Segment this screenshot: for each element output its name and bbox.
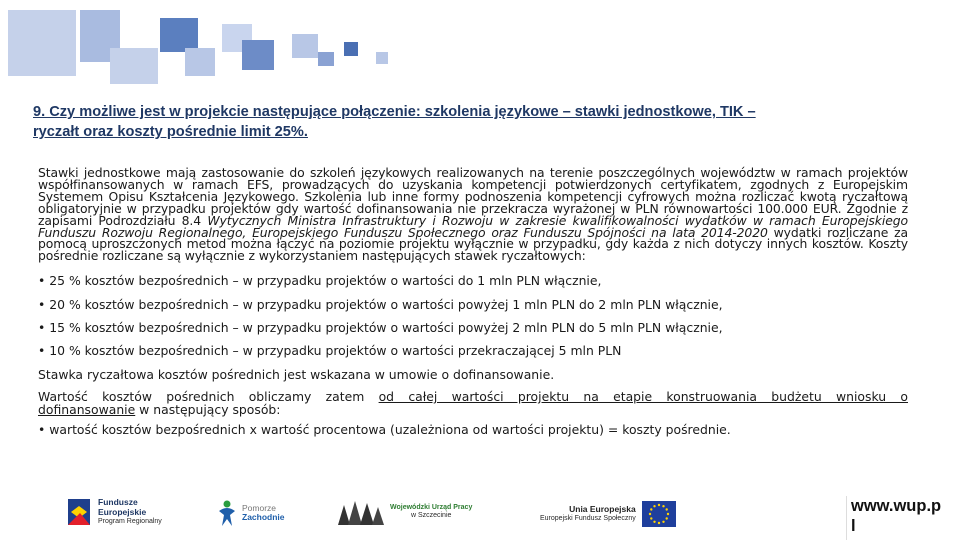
ue-line-2: Europejski Fundusz Społeczny <box>540 515 636 522</box>
pz-line-2: Zachodnie <box>242 512 285 522</box>
wup-url <box>846 496 960 540</box>
deco-square <box>160 18 198 52</box>
deco-square <box>185 48 215 76</box>
heading-line-1: 9. Czy możliwe jest w projekcie następujące połączenie: szkolenia językowe – stawki jednostkowe, TIK – <box>33 104 756 120</box>
ue-line-1: Unia Europejska <box>569 504 636 514</box>
deco-square <box>376 52 388 64</box>
wup-hands-icon <box>336 497 386 527</box>
deco-square <box>318 52 334 66</box>
fe-star-icon <box>66 497 92 527</box>
fe-line-1: Fundusze <box>98 497 138 507</box>
question-heading <box>33 102 903 142</box>
eu-flag-icon <box>642 501 676 527</box>
intro-text-cont: wydatki rozliczane za pomocą uproszczonych metod można łączyć na poziomie projektu wyłącznie w przypadku, gdy każda z nich dotyczy innych kosztów. Koszty pośrednie rozliczane są wyłącznie z wykorzystaniem następujących stawek ryczałtowych: <box>38 224 908 264</box>
pomorze-zachodnie-logo <box>216 498 285 528</box>
stawka-sentence: Stawka ryczałtowa kosztów pośrednich jest wskazana w umowie o dofinansowanie. <box>38 366 555 382</box>
unia-europejska-logo <box>540 500 676 528</box>
wup-line-2: w Szczecinie <box>410 512 452 519</box>
wartosc-paragraph <box>38 391 908 416</box>
intro-paragraph <box>38 167 908 262</box>
deco-square <box>344 42 358 56</box>
formula-bullet: • wartość kosztów bezpośrednich x wartość procentowa (uzależniona od wartości projektu) = koszty pośrednie. <box>38 422 731 438</box>
url-line-1: www.wup.p <box>851 497 942 515</box>
deco-square <box>110 48 158 84</box>
guidelines-title: Wytycznych Ministra Infrastruktury i Rozwoju w zakresie kwalifikowalności wydatków w ramach Europejskiego Funduszu Rozwoju Regionalnego, Europejskiego Funduszu Społecznego oraz Funduszu Spójności na lata 2014-2020 <box>38 212 908 240</box>
footer-logos <box>0 488 960 540</box>
bullet-item: • 10 % kosztów bezpośrednich – w przypadku projektów o wartości przekraczającej 5 mln PLN <box>38 343 622 359</box>
fundusze-europejskie-logo <box>66 494 162 530</box>
answer-content <box>38 167 908 442</box>
pz-line-1: Pomorze <box>242 503 277 513</box>
heading-line-2: ryczałt oraz koszty pośrednie limit 25%. <box>33 124 308 140</box>
bullet-item: • 15 % kosztów bezpośrednich – w przypadku projektów o wartości powyżej 2 mln PLN do 5 mln PLN włącznie, <box>38 320 723 336</box>
wup-line-1: Wojewódzki Urząd Pracy <box>390 504 473 511</box>
deco-square <box>242 40 274 70</box>
wartosc-text-end: w następujący sposób: <box>135 401 281 417</box>
url-line-2: l <box>851 517 856 535</box>
intro-text: Stawki jednostkowe mają zastosowanie do szkoleń językowych realizowanych na terenie poszczególnych województw w ramach projektów współfinansowanych w ramach EFS, prowadzących do uzyskania kompetencji potwierdzonych certyfikatem, zgodnych z Europejskim Systemem Opisu Kształcenia Językowego. Szkolenia lub inne formy podnoszenia kompetencji cyfrowych można rozliczać kwotą ryczałtową obligatoryjnie w przypadku projektów gdy wartość dofinansowania nie przekracza wyrażonej w PLN równowartości 100.000 EUR. Zgodnie z zapisami Podrozdziału 8.4 <box>38 165 908 228</box>
fe-line-2: Europejskie <box>98 507 147 517</box>
pz-figure-icon <box>216 499 238 527</box>
wartosc-underlined-cont: dofinansowanie <box>38 401 136 417</box>
bullet-item: • 25 % kosztów bezpośrednich – w przypadku projektów o wartości do 1 mln PLN włącznie, <box>38 273 602 289</box>
wartosc-underlined: od całej wartości projektu na etapie konstruowania budżetu wniosku o <box>378 389 908 405</box>
bullet-item: • 20 % kosztów bezpośrednich – w przypadku projektów o wartości powyżej 1 mln PLN do 2 mln PLN włącznie, <box>38 296 723 312</box>
wup-szczecin-logo <box>336 496 472 528</box>
fe-line-3: Program Regionalny <box>98 518 162 525</box>
deco-square <box>8 10 76 76</box>
wartosc-text: Wartość kosztów pośrednich obliczamy zatem <box>38 389 379 405</box>
deco-square <box>292 34 318 58</box>
